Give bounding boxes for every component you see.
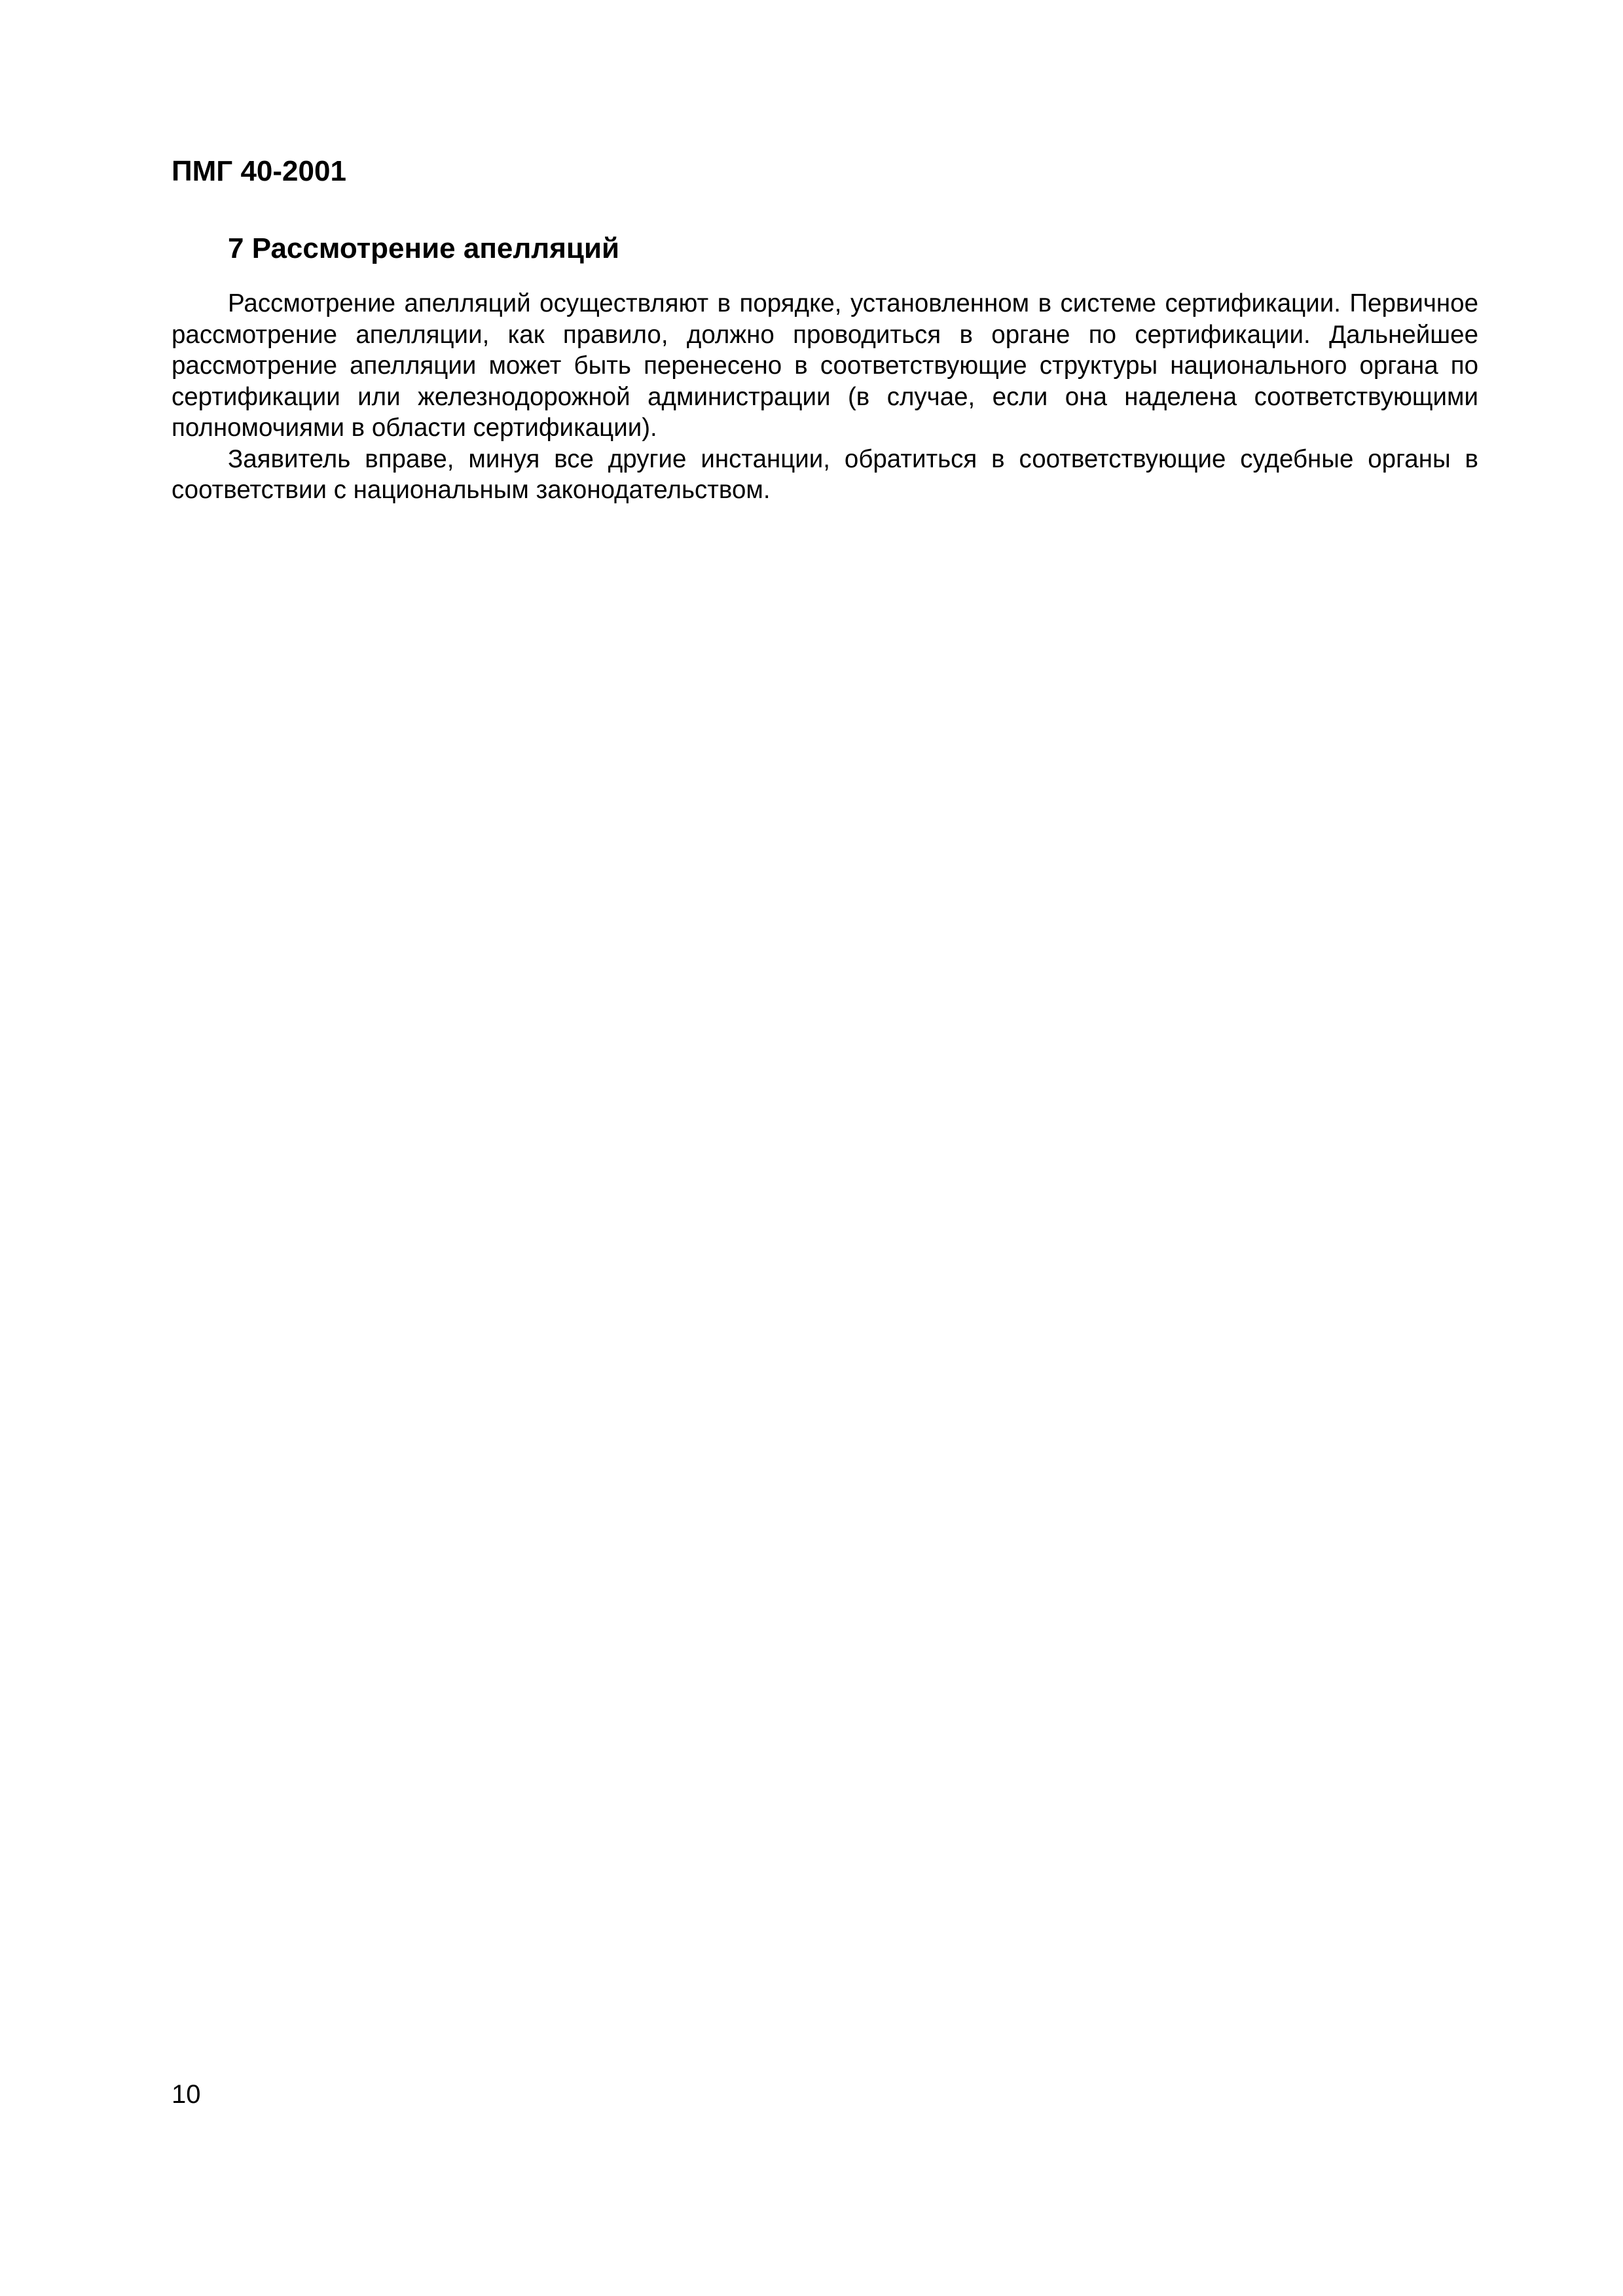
section-heading: 7 Рассмотрение апелляций bbox=[228, 232, 620, 264]
paragraph: Рассмотрение апелляций осуществляют в порядке, установленном в системе сертификации. Первичное рассмотрение апелляции, как правило, должно проводиться в органе по сертификации. Дальнейшее рассмотрение апелляции может быть перенесено в соответствующие структуры национального органа по сертификации или железнодорожной администрации (в случае, если она наделена соответствующими полномочиями в области сертификации). bbox=[172, 289, 1478, 442]
document-code: ПМГ 40-2001 bbox=[172, 155, 346, 187]
paragraph: Заявитель вправе, минуя все другие инстанции, обратиться в соответствующие судебные органы в соответствии с национальным законодательством. bbox=[172, 444, 1478, 504]
section-body bbox=[172, 288, 1478, 506]
page-number: 10 bbox=[172, 2080, 201, 2109]
